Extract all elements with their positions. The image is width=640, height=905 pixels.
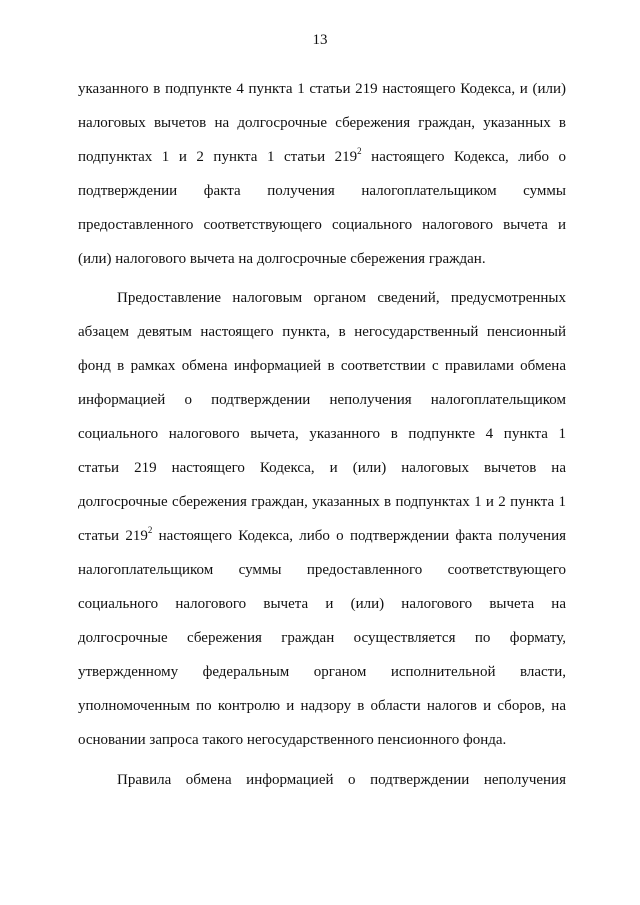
text-line: статьи 219 настоящего Кодекса, и (или) налоговых вычетов на	[78, 460, 566, 476]
text-line: фонд в рамках обмена информацией в соответствии с правилами обмена	[78, 358, 566, 374]
text-line: статьи $219^2$ настоящего Кодекса, либо о подтверждении факта получения	[78, 525, 567, 544]
text-line: указанного в подпункте 4 пункта 1 статьи 219 настоящего Кодекса, и (или)	[78, 81, 566, 97]
superscript: 2	[147, 525, 153, 535]
text-line: утвержденному федеральным органом исполнительной власти,	[78, 664, 566, 680]
text-line: долгосрочные сбережения граждан осуществляется по формату,	[78, 630, 566, 646]
paragraph-first-line: Правила обмена информацией о подтверждении неполучения	[117, 772, 566, 788]
text-line: подтверждении факта получения налогоплательщиком суммы	[78, 183, 566, 199]
text-line: предоставленного соответствующего социального налогового вычета и	[78, 217, 566, 233]
text-line: социального налогового вычета, указанного в подпункте 4 пункта 1	[78, 426, 566, 442]
text-line: подпунктах 1 и 2 пункта 1 статьи $219^2$ настоящего Кодекса, либо о	[78, 146, 566, 165]
text-line: основании запроса такого негосударственного пенсионного фонда.	[78, 732, 507, 748]
text-line: абзацем девятым настоящего пункта, в негосударственный пенсионный	[78, 324, 566, 340]
paragraph-first-line: Предоставление налоговым органом сведений, предусмотренных	[117, 290, 566, 306]
superscript: 2	[357, 146, 362, 156]
text-line: уполномоченным по контролю и надзору в области налогов и сборов, на	[78, 698, 566, 714]
text-line: (или) налогового вычета на долгосрочные сбережения граждан.	[78, 251, 486, 267]
text-line: налоговых вычетов на долгосрочные сбережения граждан, указанных в	[78, 115, 566, 131]
text-line: налогоплательщиком суммы предоставленного соответствующего	[78, 562, 566, 578]
text-line: долгосрочные сбережения граждан, указанных в подпунктах 1 и 2 пункта 1	[78, 494, 566, 510]
text-line: информацией о подтверждении неполучения налогоплательщиком	[78, 392, 566, 408]
text-line: социального налогового вычета и (или) налогового вычета на	[78, 596, 566, 612]
page-number: 13	[312, 32, 328, 48]
